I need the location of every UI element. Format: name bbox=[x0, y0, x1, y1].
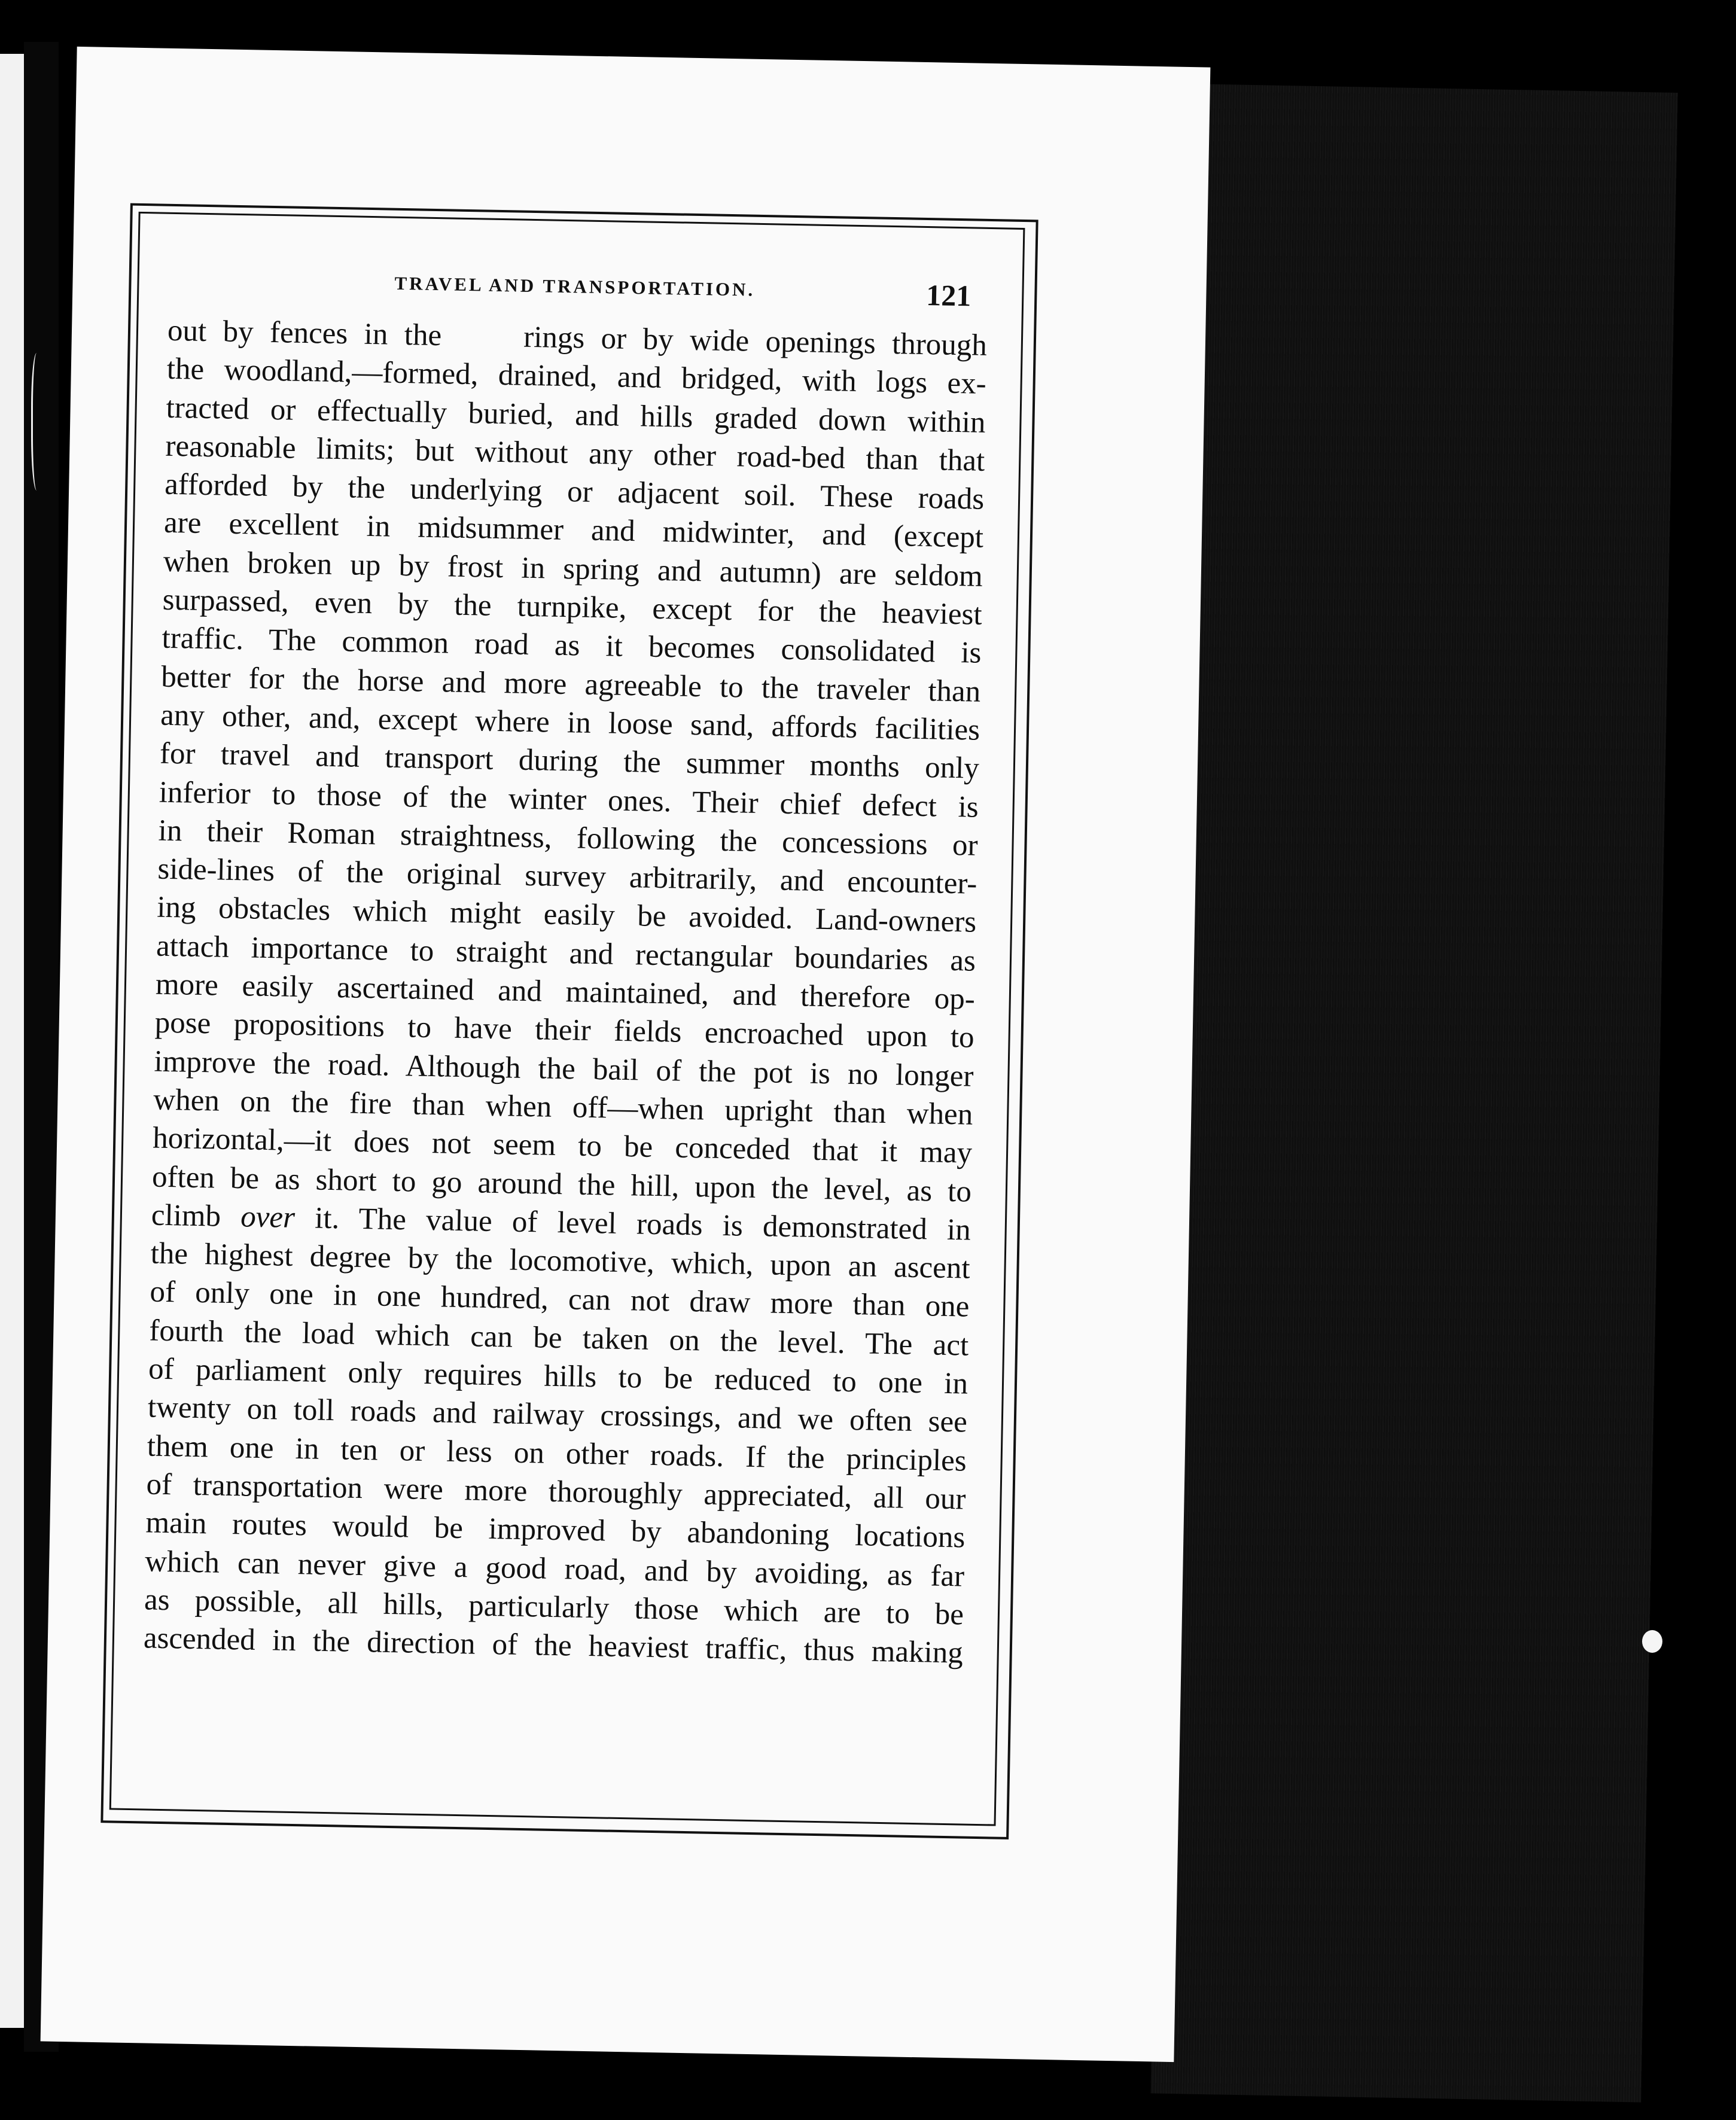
text-line: afforded by the underlying or adjacent soil. These roads bbox=[164, 467, 985, 517]
text-line: the highest degree by the locomotive, which, upon an ascent bbox=[150, 1236, 971, 1286]
text-line: when broken up by frost in spring and autumn) are seldom bbox=[163, 544, 983, 593]
page-number: 121 bbox=[925, 278, 971, 313]
text-line: which can never give a good road, and by avoiding, as far bbox=[144, 1544, 965, 1594]
text-line: reasonable limits; but without any other road-bed than that bbox=[165, 429, 985, 478]
text-line: ascended in the direction of the heaviest traffic, thus making bbox=[143, 1621, 964, 1670]
text-line: of transportation were more thoroughly appreciated, all our bbox=[146, 1467, 966, 1516]
body-text bbox=[143, 312, 987, 1673]
text-line: are excellent in midsummer and midwinter, and (except bbox=[163, 506, 984, 555]
scan-speck bbox=[1642, 1630, 1662, 1653]
text-line: of parliament only requires hills to be reduced to one in bbox=[148, 1352, 968, 1401]
text-line: attach importance to straight and rectangular boundaries as bbox=[156, 929, 976, 978]
running-head-title: TRAVEL AND TRANSPORTATION. bbox=[394, 272, 756, 300]
text-line: more easily ascertained and maintained, and therefore op- bbox=[155, 967, 976, 1016]
text-line: of only one in one hundred, can not draw more than one bbox=[150, 1275, 970, 1324]
text-line: for travel and transport during the summer months only bbox=[159, 736, 980, 786]
text-line: inferior to those of the winter ones. Their chief defect is bbox=[159, 775, 979, 824]
text-line: main routes would be improved by abandoning locations bbox=[145, 1506, 966, 1555]
text-line: out by fences in the rings or by wide openings through bbox=[167, 313, 988, 363]
text-line: pose propositions to have their fields encroached upon to bbox=[154, 1006, 975, 1055]
text-line: side-lines of the original survey arbitrarily, and encounter- bbox=[157, 852, 977, 901]
text-line: improve the road. Although the bail of the pot is no longer bbox=[154, 1044, 974, 1093]
text-line: in their Roman straightness, following the concessions or bbox=[158, 814, 979, 863]
text-line: as possible, all hills, particularly those which are to be bbox=[144, 1583, 964, 1632]
book-fore-edge bbox=[1150, 84, 1677, 2102]
text-line: surpassed, even by the turnpike, except for the heaviest bbox=[162, 583, 983, 632]
book-page bbox=[41, 47, 1211, 2062]
text-run: it. The value of level roads is demonstrated in bbox=[294, 1201, 971, 1247]
italic-word: over bbox=[240, 1200, 296, 1235]
facing-page-edge bbox=[0, 54, 24, 2028]
text-line: tracted or effectually buried, and hills graded down within bbox=[166, 391, 986, 440]
binding-thread bbox=[31, 353, 45, 491]
text-line: any other, and, except where in loose sand, affords facilities bbox=[160, 698, 980, 747]
text-line: twenty on toll roads and railway crossings, and we often see bbox=[147, 1390, 968, 1439]
text-line: when on the fire than when off—when upright than when bbox=[153, 1083, 973, 1132]
text-run: climb bbox=[151, 1198, 241, 1234]
text-line: ing obstacles which might easily be avoided. Land-owners bbox=[156, 891, 977, 940]
text-line: often be as short to go around the hill, upon the level, as to bbox=[151, 1160, 972, 1209]
text-line: horizontal,—it does not seem to be conceded that it may bbox=[152, 1121, 973, 1170]
text-line: them one in ten or less on other roads. If the principles bbox=[147, 1429, 967, 1478]
text-line: better for the horse and more agreeable to the traveler than bbox=[160, 660, 981, 709]
text-line: the woodland,—formed, drained, and bridged, with logs ex- bbox=[166, 352, 987, 401]
text-line: fourth the load which can be taken on the level. The act bbox=[148, 1314, 969, 1363]
text-line: traffic. The common road as it becomes consolidated is bbox=[162, 622, 982, 671]
